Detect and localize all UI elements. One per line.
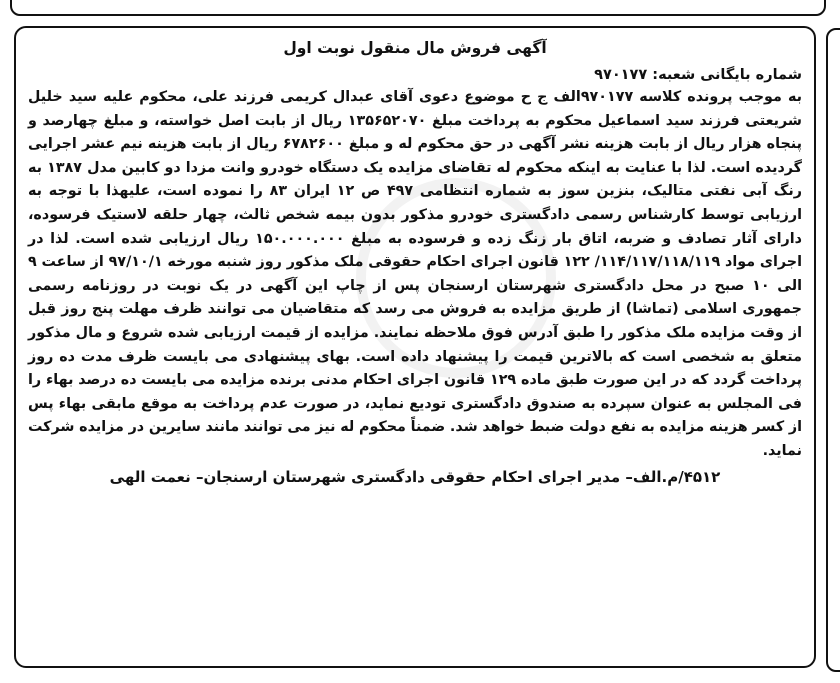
neighbouring-ad-frame-side [826, 28, 840, 672]
notice-body: به موجب پرونده کلاسه ۹۷۰۱۷۷الف ج ح موضوع دعوی آقای عبدال کریمی فرزند علی، محکوم علیه سید خلیل شریعتی فرزند سید اسماعیل محکوم به پرداخت مبلغ ۱۳۵۶۵۲۰۷۰ ریال از بابت اصل خواسته، و مبلغ چهارصد و پنجاه هزار ریال از بابت هزینه نشر آگهی در حق محکوم له و مبلغ ۶۷۸۲۶۰۰ ریال از بابت هزینه نیم عشر اجرایی گردیده است. لذا با عنایت به اینکه محکوم له تقاضای مزایده یک دستگاه خودرو وانت مزدا دو کابین مدل ۱۳۸۷ به رنگ آبی نفتی متالیک، بنزین سوز به شماره انتظامی ۴۹۷ ص ۱۲ ایران ۸۳ را نموده است، علیهذا با توجه به ارزیابی توسط کارشناس رسمی دادگستری خودرو مذکور بدون بیمه شخص ثالث، چهار حلقه لاستیک فرسوده، دارای آثار تصادف و ضربه، اتاق بار زنگ زده و فرسوده به مبلغ ۱۵۰.۰۰۰.۰۰۰ ریال ارزیابی شده است. لذا در اجرای مواد ۱۱۴/۱۱۷/۱۱۸/۱۱۹/ ۱۲۲ قانون اجرای احکام حقوقی ملک مذکور روز شنبه مورخه ۹۷/۱۰/۱ از ساعت ۹ الی ۱۰ صبح در محل دادگستری شهرستان ارسنجان پس از چاپ این آگهی در یک نوبت در روزنامه رسمی جمهوری اسلامی (تماشا) از طریق مزایده به فروش می رسد که متقاضیان می توانند ظرف مهلت پنج روز قبل از وقت مزایده ملک مذکور را طبق آدرس فوق ملاحظه نمایند. مزایده از قیمت ارزیابی شده شروع و مال مذکور متعلق به شخصی است که بالاترین قیمت را پیشنهاد داده است. بهای پیشنهادی می بایست ظرف مدت ده روز پرداخت گردد که در این صورت طبق ماده ۱۲۹ قانون اجرای احکام مدنی برنده مزایده می بایست ده درصد بهاء را فی المجلس به عنوان سپرده به صندوق دادگستری تودیع نماید، در صورت عدم پرداخت به موقع مابقی بهاء پس از کسر هزینه مزایده به نفع دولت ضبط خواهد شد. ضمناً محکوم له نیز می توانند مانند سایرین در مزایده شرکت نماید. [28, 89, 803, 459]
auction-notice-box [14, 26, 816, 668]
archive-number: شماره بایگانی شعبه: ۹۷۰۱۷۷ [594, 67, 802, 83]
notice-title: آگهی فروش مال منقول نوبت اول [283, 39, 547, 57]
notice-signature: ۴۵۱۲/م.الف– مدیر اجرای احکام حقوقی دادگستری شهرستان ارسنجان– نعمت الهی [109, 467, 721, 486]
neighbouring-ad-frame-top [10, 0, 826, 16]
